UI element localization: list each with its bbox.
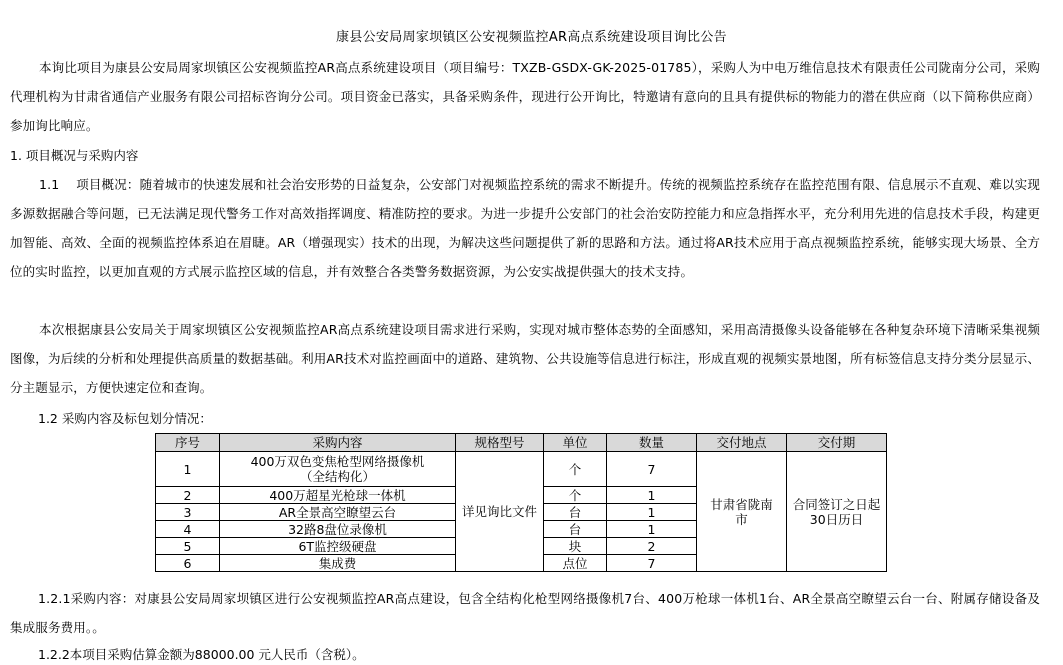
header-qty: 数量 <box>607 434 697 452</box>
cell-item: AR全景高空瞭望云台 <box>220 504 456 521</box>
cell-no: 2 <box>156 487 220 504</box>
cell-place-merged: 甘肃省陇南市 <box>697 452 787 572</box>
header-place: 交付地点 <box>697 434 787 452</box>
cell-no: 3 <box>156 504 220 521</box>
cell-unit: 点位 <box>544 555 607 572</box>
table-header-row <box>156 434 887 452</box>
procurement-basis-paragraph: 本次根据康县公安局关于周家坝镇区公安视频监控AR高点系统建设项目需求进行采购，实现对城市整体态势的全面感知，采用高清摄像头设备能够在各种复杂环境下清晰采集视频图像，为后续的分析和处理提供高质量的数据基础。利用AR技术对监控画面中的道路、建筑物、公共设施等信息进行标注，形成直观的视频实景地图，所有标签信息支持分类分层显示、分主题显示，方便快速定位和查询。 <box>10 322 1040 395</box>
cell-item: 集成费 <box>220 555 456 572</box>
cell-unit: 台 <box>544 504 607 521</box>
cell-qty: 1 <box>607 487 697 504</box>
cell-qty: 2 <box>607 538 697 555</box>
cell-spec-merged: 详见询比文件 <box>456 452 544 572</box>
cell-unit: 个 <box>544 452 607 487</box>
cell-item: 400万超星光枪球一体机 <box>220 487 456 504</box>
table-row <box>156 452 887 487</box>
estimated-amount-line: 1.2.2本项目采购估算金额为88000.00 元人民币（含税）。 <box>38 647 365 662</box>
cell-unit: 个 <box>544 487 607 504</box>
project-overview-paragraph: 1.1 项目概况：随着城市的快速发展和社会治安形势的日益复杂，公安部门对视频监控系统的需求不断提升。传统的视频监控系统存在监控范围有限、信息展示不直观、难以实现多源数据融合等问题，已无法满足现代警务工作对高效指挥调度、精准防控的要求。为进一步提升公安部门的社会治安防控能力和应急指挥水平，充分利用先进的信息技术手段，构建更加智能、高效、全面的视频监控体系迫在眉睫。AR（增强现实）技术的出现，为解决这些问题提供了新的思路和方法。通过将AR技术应用于高点视频监控系统，能够实现大场景、全方位的实时监控，以更加直观的方式展示监控区域的信息，并有效整合各类警务数据资源，为公安实战提供强大的技术支持。 <box>10 177 1040 279</box>
page-title: 康县公安局周家坝镇区公安视频监控AR高点系统建设项目询比公告 <box>336 30 727 45</box>
cell-unit: 块 <box>544 538 607 555</box>
header-spec: 规格型号 <box>456 434 544 452</box>
cell-no: 4 <box>156 521 220 538</box>
cell-qty: 7 <box>607 452 697 487</box>
section-1-heading: 1. 项目概况与采购内容 <box>10 148 139 163</box>
cell-unit: 台 <box>544 521 607 538</box>
cell-no: 5 <box>156 538 220 555</box>
cell-no: 6 <box>156 555 220 572</box>
header-period: 交付期 <box>787 434 887 452</box>
cell-qty: 1 <box>607 521 697 538</box>
cell-qty: 1 <box>607 504 697 521</box>
header-unit: 单位 <box>544 434 607 452</box>
cell-period-merged: 合同签订之日起30日历日 <box>787 452 887 572</box>
cell-no: 1 <box>156 452 220 487</box>
procurement-table <box>155 433 887 572</box>
procurement-content-paragraph: 1.2.1采购内容：对康县公安局周家坝镇区进行公安视频监控AR高点建设，包含全结构化枪型网络摄像机7台、400万枪球一体机1台、AR全景高空瞭望云台一台、附属存储设备及集成服务费用。。 <box>10 591 1040 635</box>
intro-paragraph: 本询比项目为康县公安局周家坝镇区公安视频监控AR高点系统建设项目（项目编号：TXZB-GSDX-GK-2025-01785），采购人为中电万维信息技术有限责任公司陇南分公司，采购代理机构为甘肃省通信产业服务有限公司招标咨询分公司。项目资金已落实，具备采购条件，现进行公开询比，特邀请有意向的且具有提供标的物能力的潜在供应商（以下简称供应商）参加询比响应。 <box>10 60 1040 133</box>
cell-item: 400万双色变焦枪型网络摄像机（全结构化） <box>220 452 456 487</box>
cell-item: 6T监控级硬盘 <box>220 538 456 555</box>
cell-qty: 7 <box>607 555 697 572</box>
header-no: 序号 <box>156 434 220 452</box>
section-1-2-heading: 1.2 采购内容及标包划分情况： <box>38 411 212 426</box>
header-item: 采购内容 <box>220 434 456 452</box>
cell-item: 32路8盘位录像机 <box>220 521 456 538</box>
